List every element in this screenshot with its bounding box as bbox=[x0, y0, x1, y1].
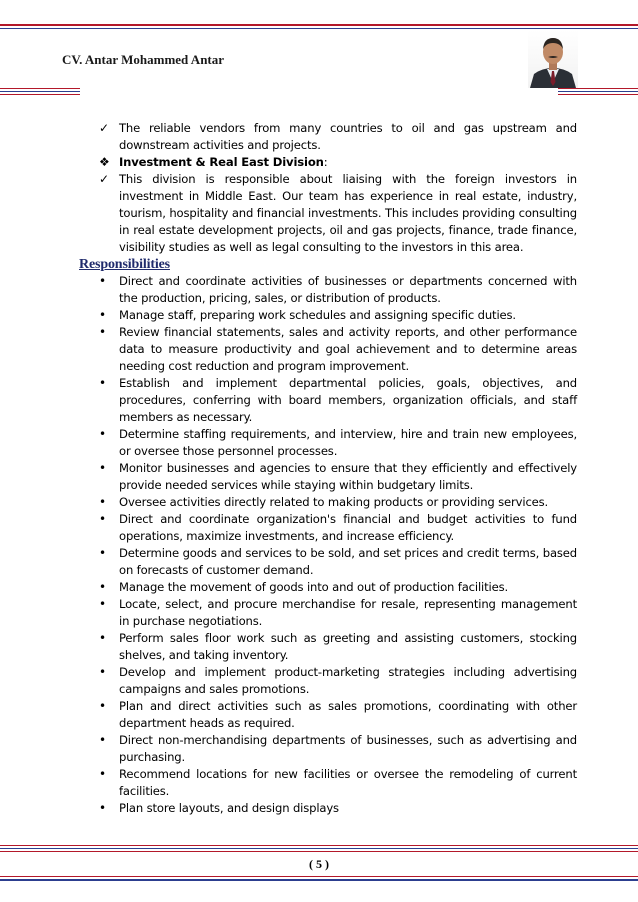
list-item bbox=[80, 273, 577, 307]
item-text: Perform sales floor work such as greeting and assisting customers, stocking shelves, and taking inventory. bbox=[119, 631, 577, 662]
item-text: Recommend locations for new facilities or oversee the remodeling of current facilities. bbox=[119, 767, 577, 798]
item-text: Locate, select, and procure merchandise for resale, representing management in purchase negotiations. bbox=[119, 597, 577, 628]
list-item bbox=[80, 375, 577, 426]
item-text: Oversee activities directly related to making products or providing services. bbox=[119, 495, 549, 509]
bullet-icon: • bbox=[99, 376, 106, 390]
responsibilities-heading: Responsibilities bbox=[79, 257, 170, 272]
item-text: Manage the movement of goods into and out of production facilities. bbox=[119, 580, 508, 594]
header-left-rule-2 bbox=[0, 91, 80, 92]
item-text: Direct and coordinate activities of businesses or departments concerned with the production, pricing, sales, or distribution of products. bbox=[119, 274, 577, 305]
footer-bottom-rule-2 bbox=[0, 879, 638, 881]
bullet-icon: • bbox=[99, 801, 106, 815]
item-text: The reliable vendors from many countries to oil and gas upstream and downstream activities and projects. bbox=[119, 121, 577, 152]
list-item bbox=[80, 732, 577, 766]
item-text: Manage staff, preparing work schedules and assigning specific duties. bbox=[119, 308, 516, 322]
item-text: Develop and implement product-marketing strategies including advertising campaigns and sales promotions. bbox=[119, 665, 577, 696]
bullet-icon: • bbox=[99, 767, 106, 781]
bullet-icon: • bbox=[99, 427, 106, 441]
item-text: Review financial statements, sales and activity reports, and other performance data to measure productivity and goal achievement and to determine areas needing cost reduction and program improvement. bbox=[119, 325, 577, 373]
bullet-icon: • bbox=[99, 580, 106, 594]
header-top-blue-rule bbox=[0, 28, 638, 29]
page-number: ( 5 ) bbox=[309, 857, 329, 871]
profile-photo bbox=[528, 30, 578, 88]
list-item bbox=[80, 324, 577, 375]
footer-bottom-rule-1 bbox=[0, 876, 638, 877]
header-right-rule-2 bbox=[558, 91, 638, 92]
check-icon: ✓ bbox=[99, 121, 109, 135]
bullet-icon: • bbox=[99, 308, 106, 322]
list-item bbox=[80, 596, 577, 630]
bullet-icon: • bbox=[99, 461, 106, 475]
list-item bbox=[80, 664, 577, 698]
list-item bbox=[80, 579, 577, 596]
footer-rule-3 bbox=[0, 851, 638, 852]
document-body bbox=[80, 120, 577, 817]
item-text: Direct non-merchandising departments of businesses, such as advertising and purchasing. bbox=[119, 733, 577, 764]
list-item bbox=[80, 698, 577, 732]
item-text: Determine staffing requirements, and interview, hire and train new employees, or oversee those personnel processes. bbox=[119, 427, 577, 458]
bullet-icon: • bbox=[99, 495, 106, 509]
division-heading-colon: : bbox=[323, 155, 328, 169]
diamond-bullet-icon: ❖ bbox=[99, 155, 110, 169]
item-text: Plan and direct activities such as sales promotions, coordinating with other department heads as required. bbox=[119, 699, 577, 730]
check-icon: ✓ bbox=[99, 172, 109, 186]
header-left-rule-3 bbox=[0, 94, 80, 95]
list-item bbox=[80, 630, 577, 664]
bullet-icon: • bbox=[99, 325, 106, 339]
list-item bbox=[80, 426, 577, 460]
list-item bbox=[80, 171, 577, 256]
header-name: CV. Antar Mohammed Antar bbox=[62, 52, 225, 67]
item-text: Plan store layouts, and design displays bbox=[119, 801, 339, 815]
list-item bbox=[80, 511, 577, 545]
list-item bbox=[80, 120, 577, 154]
list-item bbox=[80, 766, 577, 800]
bullet-icon: • bbox=[99, 546, 106, 560]
item-text: Establish and implement departmental policies, goals, objectives, and procedures, conferring with board members, organization officials, and staff members as necessary. bbox=[119, 376, 577, 424]
item-text: This division is responsible about liaising with the foreign investors in investment in Middle East. Our team has experience in real estate, industry, tourism, hospitality and financial investments. This includes providing consulting in real estate development projects, oil and gas projects, finance, trade finance, visibility studies as well as legal consulting to the investors in this area. bbox=[119, 172, 577, 254]
header-right-rule-3 bbox=[558, 94, 638, 95]
list-item bbox=[80, 545, 577, 579]
footer-rule-1 bbox=[0, 845, 638, 846]
list-item bbox=[80, 800, 577, 817]
list-item bbox=[80, 460, 577, 494]
bullet-icon: • bbox=[99, 699, 106, 713]
header-right-rule-1 bbox=[558, 88, 638, 89]
bullet-icon: • bbox=[99, 665, 106, 679]
bullet-icon: • bbox=[99, 512, 106, 526]
item-text: Monitor businesses and agencies to ensure that they efficiently and effectively provide needed services while staying within budgetary limits. bbox=[119, 461, 577, 492]
footer-rule-2 bbox=[0, 848, 638, 849]
item-text: Determine goods and services to be sold, and set prices and credit terms, based on forecasts of customer demand. bbox=[119, 546, 577, 577]
bullet-icon: • bbox=[99, 597, 106, 611]
list-item bbox=[80, 307, 577, 324]
division-heading: Investment & Real East Division bbox=[119, 155, 324, 169]
list-item bbox=[80, 494, 577, 511]
header-left-rule-1 bbox=[0, 88, 80, 89]
bullet-icon: • bbox=[99, 733, 106, 747]
list-item bbox=[80, 154, 577, 171]
header-top-red-rule bbox=[0, 24, 638, 26]
item-text: Direct and coordinate organization's financial and budget activities to fund operations, maximize investments, and increase efficiency. bbox=[119, 512, 577, 543]
bullet-icon: • bbox=[99, 274, 106, 288]
bullet-icon: • bbox=[99, 631, 106, 645]
